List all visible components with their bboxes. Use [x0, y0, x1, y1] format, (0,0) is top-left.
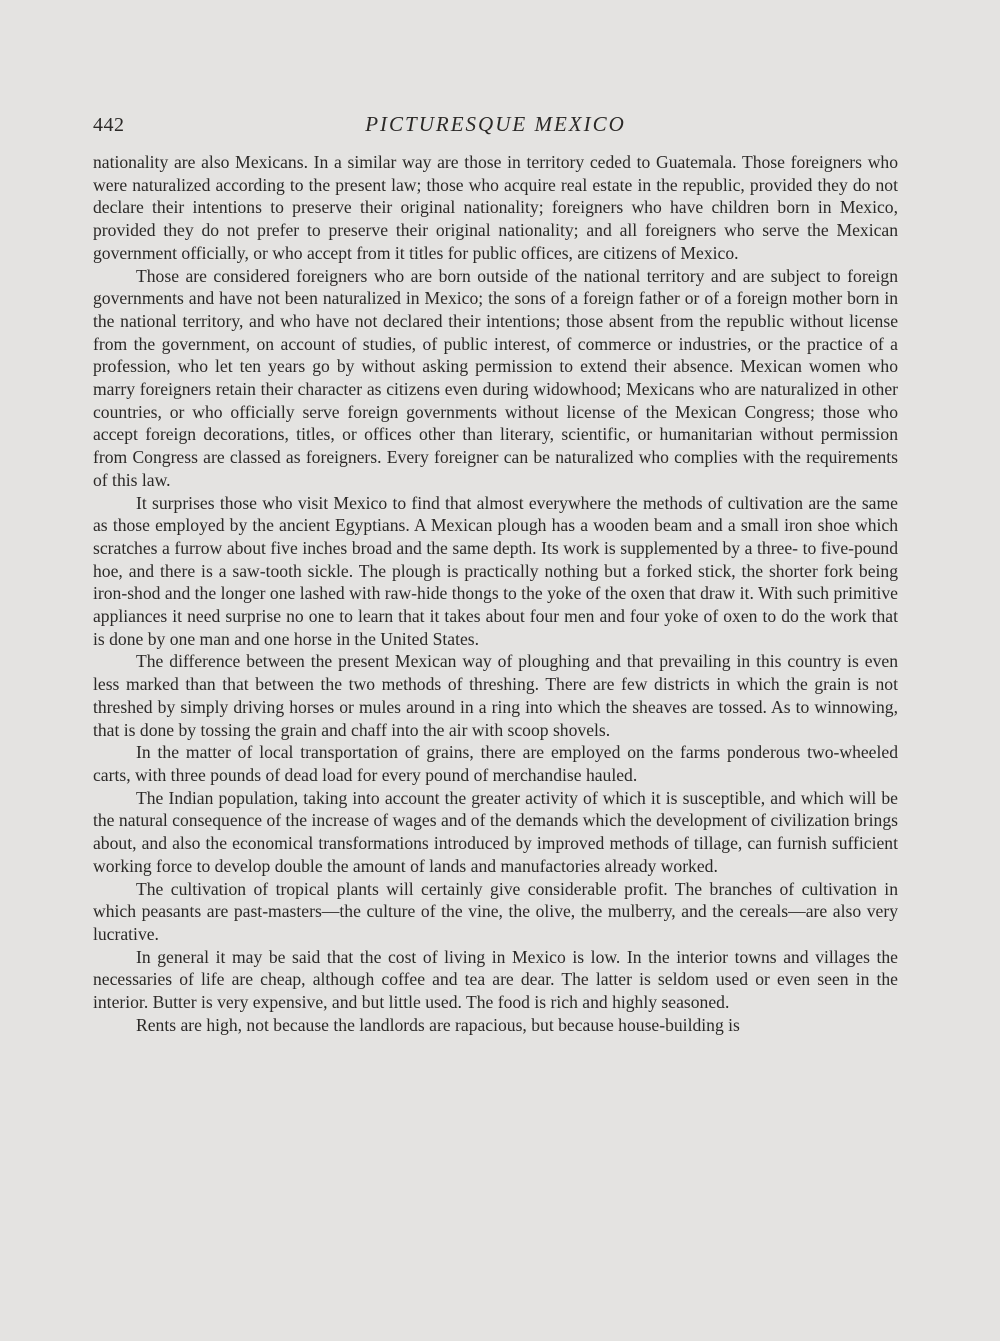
page-number: 442	[93, 114, 125, 136]
paragraph-indian-population: The Indian population, taking into account the greater activity of which it is susceptible, and which will be the natural consequence of the increase of wages and of the demands which the development of civilization brings about, and also the economical transformations introduced by improved methods of tillage, can furnish sufficient working force to develop double the amount of lands and manufactories already worked.	[93, 787, 898, 876]
page-header	[93, 112, 898, 142]
paragraph-methods-of-cultivation: It surprises those who visit Mexico to find that almost everywhere the methods of cultivation are the same as those employed by the ancient Egyptians. A Mexican plough has a wooden beam and a small iron shoe which scratches a furrow about five inches broad and the same depth. Its work is supplemented by a three- to five-pound hoe, and there is a saw-tooth sickle. The plough is practically nothing but a forked stick, the shorter fork being iron-shod and the longer one lashed with raw-hide thongs to the yoke of the oxen that draw it. With such primitive appliances it need surprise no one to learn that it takes about four men and four yoke of oxen to do the work that is done by one man and one horse in the United States.	[93, 492, 898, 649]
paragraph-foreigners: Those are considered foreigners who are born outside of the national territory and are subject to foreign governments and have not been naturalized in Mexico; the sons of a foreign father or of a foreign mother born in the national territory, and who have not declared their intentions; those absent from the republic without license from the government, on account of studies, of public interest, of commerce or industries, or the practice of a profession, who let ten years go by without asking permission to extend their absence. Mexican women who marry foreigners retain their character as citizens even during widowhood; Mexicans who are naturalized in other countries, or who officially serve foreign governments without license of the Mexican Congress; those who accept foreign decorations, titles, or offices other than literary, scientific, or humanitarian without permission from Congress are classed as foreigners. Every foreigner can be naturalized who complies with the requirements of this law.	[93, 265, 898, 490]
paragraph-citizens-of-mexico: nationality are also Mexicans. In a similar way are those in territory ceded to Guatemala. Those foreigners who were naturalized according to the present law; those who acquire real estate in the republic, provided they do not declare their intentions to preserve their original nationality; foreigners who have children born in Mexico, provided they do not prefer to preserve their original nationality; and all foreigners who serve the Mexican government officially, or who accept from it titles for public offices, are citizens of Mexico.	[93, 152, 898, 263]
paragraph-rents: Rents are high, not because the landlords are rapacious, but because house-building is	[136, 1014, 740, 1035]
paragraph-tropical-plants: The cultivation of tropical plants will certainly give considerable profit. The branches of cultivation in which peasants are past-masters—the culture of the vine, the olive, the mulberry, and the cereals—are also very lucrative.	[93, 878, 898, 944]
running-title: PICTURESQUE MEXICO	[365, 112, 626, 136]
paragraph-threshing: The difference between the present Mexican way of ploughing and that prevailing in this country is even less marked than that between the two methods of threshing. There are few districts in which the grain is not threshed by simply driving horses or mules around in a ring into which the sheaves are tossed. As to winnowing, that is done by tossing the grain and chaff into the air with scoop shovels.	[93, 651, 898, 740]
paragraph-cost-of-living: In general it may be said that the cost of living in Mexico is low. In the interior towns and villages the necessaries of life are cheap, although coffee and tea are dear. The latter is seldom used or even seen in the interior. Butter is very expensive, and but little used. The food is rich and highly seasoned.	[93, 946, 898, 1013]
paragraph-transportation: In the matter of local transportation of grains, there are employed on the farms ponderous two-wheeled carts, with three pounds of dead load for every pound of merchandise hauled.	[93, 742, 898, 785]
body-text	[93, 151, 898, 1036]
